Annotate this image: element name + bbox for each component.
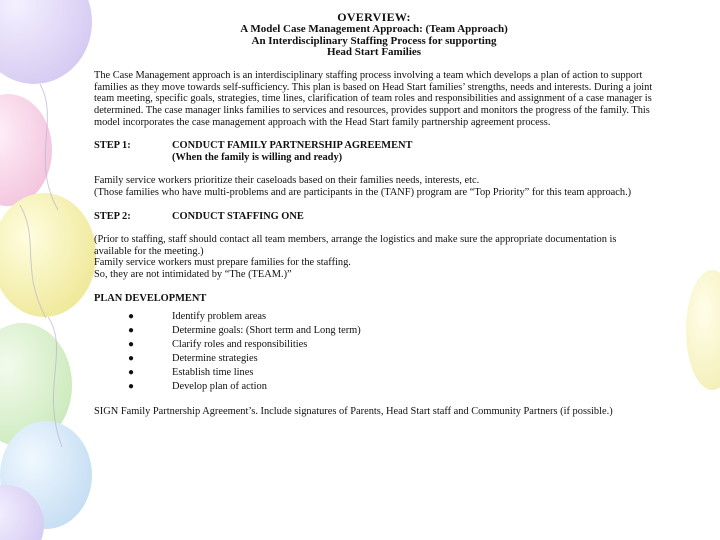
step-1-header [94, 140, 654, 152]
bullet-icon: ● [128, 311, 135, 323]
plan-development-heading: PLAN DEVELOPMENT [94, 292, 207, 304]
title-line-3: An Interdisciplinary Staffing Process for supporting [251, 34, 497, 47]
list-item: ● Clarify roles and responsibilities [94, 338, 654, 352]
step-2-paragraph-1: (Prior to staffing, staff should contact all team members, arrange the logistics and make sure the appropriate documentation is available for the meeting.) [94, 234, 617, 257]
document-page [94, 12, 654, 418]
balloon-lavender-top [0, 0, 92, 84]
step-1-heading: CONDUCT FAMILY PARTNERSHIP AGREEMENT [172, 140, 413, 152]
step-2-paragraph-3: So, they are not intimidated by “The (TEAM.)” [94, 268, 292, 280]
intro-paragraph: The Case Management approach is an interdisciplinary staffing process involving a team which develops a plan of action to support families as they move towards self-sufficiency. This plan is based on Head Start families’ strengths, needs and interests. During a joint team meeting, specific goals, strategies, time lines, clarification of team roles and responsibilities and assignment of a case manager is determined. The case manager links families to services and resources, provides support and monitors the progress of the family. This model incorporates the case management approach with the Head Start family partnership agreement process. [94, 70, 653, 128]
balloon-yellow [0, 193, 96, 317]
step-2-label: STEP 2: [94, 210, 131, 222]
step-2-heading: CONDUCT STAFFING ONE [172, 210, 304, 222]
step-2-paragraph-2: Family service workers must prepare families for the staffing. [94, 257, 351, 269]
step-1-subtitle: (When the family is willing and ready) [172, 151, 343, 163]
list-item: ● Establish time lines [94, 366, 654, 380]
step-1-paragraph-1: Family service workers prioritize their caseloads based on their families needs, interests, etc. [94, 175, 480, 187]
title-line-4: Head Start Families [326, 46, 422, 59]
list-item: ● Identify problem areas [94, 310, 654, 324]
plan-development-list [94, 310, 654, 394]
bullet-icon: ● [128, 339, 135, 351]
closing-paragraph: SIGN Family Partnership Agreement’s. Include signatures of Parents, Head Start staff and Community Partners (if possible.) [94, 406, 613, 418]
title-line-1: OVERVIEW: [337, 10, 411, 24]
balloon-pink [0, 94, 52, 206]
title-line-2: A Model Case Management Approach: (Team Approach) [240, 22, 508, 35]
list-item: ● Determine strategies [94, 352, 654, 366]
bullet-icon: ● [128, 325, 135, 337]
list-item: ● Develop plan of action [94, 380, 654, 394]
bullet-icon: ● [128, 381, 135, 393]
list-item: ● Determine goals: (Short term and Long term) [94, 324, 654, 338]
bullet-icon: ● [128, 353, 135, 365]
step-1-paragraph-2: (Those families who have multi-problems and are participants in the (TANF) program are “Top Priority” for this team approach.) [94, 186, 632, 198]
bullet-icon: ● [128, 367, 135, 379]
balloon-yellow-right [686, 270, 720, 390]
step-2-header [94, 211, 654, 223]
document-title [94, 12, 654, 59]
step-1-label: STEP 1: [94, 140, 131, 152]
